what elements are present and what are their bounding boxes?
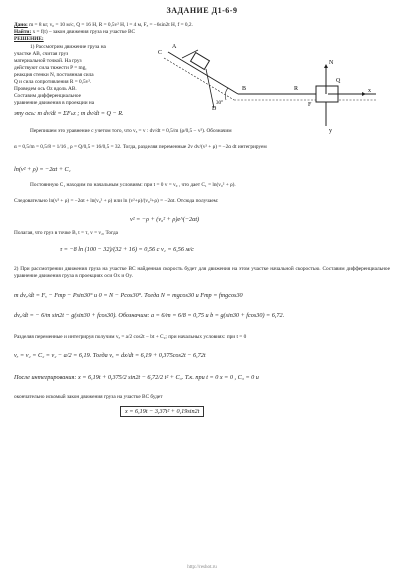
given-text: m = 8 кг, v₀ = 10 м/с, Q = 16 Н, R = 0,5v² Н, l = 4 м, Fₓ = −6sin2t Н, f = 0,2. — [29, 22, 193, 28]
left-line: 1) Рассмотрим движение груза на — [30, 44, 106, 50]
label-y: y — [329, 128, 332, 134]
left-line: реакция стенки N, постоянная сила — [14, 72, 94, 78]
x-axis-arrowhead — [362, 92, 366, 96]
equation-bc-2: dvₓ/dt = − 6/m sin2t − g(sin30 + fcos30). Обозначим: a = 6/m = 6/8 = 0,75 и b = g(sin30 + fcos30) = 6,72. — [14, 312, 285, 319]
final-answer-box — [120, 408, 204, 415]
given-line — [14, 22, 193, 28]
label-c: C — [158, 50, 163, 56]
inclined-plane-figure — [150, 44, 386, 140]
find-label: Найти: — [14, 29, 32, 35]
label-n: N — [329, 60, 334, 66]
paragraph-bc: 2) При рассмотрении движения груза на участке BC найденная скорость будет для движения на этом участке начальной скоростью. Составим дифференциальное уравнение движения груза в проекциях оси Ox и Oy. — [14, 266, 390, 279]
equation-1: эту ось: m dv/dt = ΣFₖz ; m dv/dt = Q − R. — [14, 110, 124, 117]
left-line: действуют сила тяжести P = mg, — [14, 65, 87, 71]
given-label: Дано: — [14, 22, 28, 28]
paragraph-relation: Следовательно ln(v² + ρ) = −2αt + ln(v₀² + ρ) или ln (v²+ρ)/(v₀²+ρ) = −2αt. Отсюда получаем: — [14, 198, 219, 204]
paragraph-separate: Перепишем это уравнение с учетом того, что vₓ = v : dv/dt = 0,5/m (ρ/0,5 − v²). Обозначим — [30, 128, 232, 134]
label-r: R — [294, 86, 299, 92]
equation-bc-1: m dvₓ/dt = Fₓ − Fтр − Psin30° и 0 = N − Pcos30°. Тогда N = mgcos30 и Fтр = fmgcos30 — [14, 292, 243, 299]
paragraph-c1: Постоянную C₁ находим по начальным условиям: при t = 0 v = v₀ , что дает C₁ = ln(v₀² + ρ). — [30, 182, 236, 188]
left-line: Проведем ось Oz вдоль AB. — [14, 86, 77, 92]
angle-arc — [225, 88, 228, 100]
equation-integral: ln(v² + ρ) = −2αt + C₁ — [14, 166, 71, 173]
solution-label: РЕШЕНИЕ: — [14, 36, 44, 42]
footer-url: http://reshot.ru — [187, 565, 217, 570]
paragraph-point-b: Полагая, что груз в точке B, t = τ, v = v₂, Тогда — [14, 230, 118, 236]
label-f: F — [308, 102, 312, 108]
left-line: уравнение движения в проекции на — [14, 100, 95, 106]
equation-bc-4: vₓ = v₂ = C₂ = v₂ − a/2 = 6,19. Тогда vₓ = dx/dt = 6,19 + 0,375cos2t − 6,72t — [14, 352, 206, 359]
label-b: B — [242, 86, 247, 92]
label-angle: 30° — [216, 101, 223, 106]
label-q: Q — [336, 78, 341, 84]
left-line: материальной точкой. На груз — [14, 58, 82, 64]
find-text: x = f(t) – закон движения груза на участке BC — [32, 29, 136, 35]
label-a: A — [172, 44, 177, 50]
equation-tau: τ = −8 ln (100 − 32)/(32 + 16) = 0,56 c v₂ = 6,56 м/с — [60, 246, 194, 253]
left-line: участке AB, считая груз — [14, 51, 69, 57]
equation-bc-5: После интегрирования: x = 6,19t + 0,375/2 sin2t − 6,72/2 t² + C₃. Т.к. при t = 0 x = 0 , C₃ = 0 и — [14, 374, 259, 381]
final-answer: x = 6,19t − 3,37t² + 0,19sin2t — [120, 406, 204, 417]
label-x: x — [368, 88, 371, 94]
normal-arrowhead — [324, 64, 328, 68]
paragraph-final: окончательно искомый закон движения груза на участке BC будет — [14, 394, 163, 400]
page-title: ЗАДАНИЕ Д1-6-9 — [166, 6, 238, 15]
find-line — [14, 29, 135, 35]
equation-v: v² = −ρ + (v₀² + ρ)e^(−2αt) — [130, 216, 200, 223]
label-d: D — [212, 106, 217, 112]
gravity-vector-incline — [206, 69, 214, 108]
left-line: Q и сила сопротивления R = 0,5v². — [14, 79, 92, 85]
paragraph-constants: α = 0,5/m = 0,5/8 = 1/16 , ρ = Q/0,5 = 16/0,5 = 32. Тогда, разделяя переменные 2v dv/(v² + ρ) = −2α dt интегрируем — [14, 144, 267, 150]
left-line: Составим дифференциальное — [14, 93, 81, 99]
paragraph-bc-3: Разделяя переменные и интегрируя получим vₓ = a/2 cos2t − bt + C₂; при начальных условиях: при t = 0 — [14, 334, 247, 340]
